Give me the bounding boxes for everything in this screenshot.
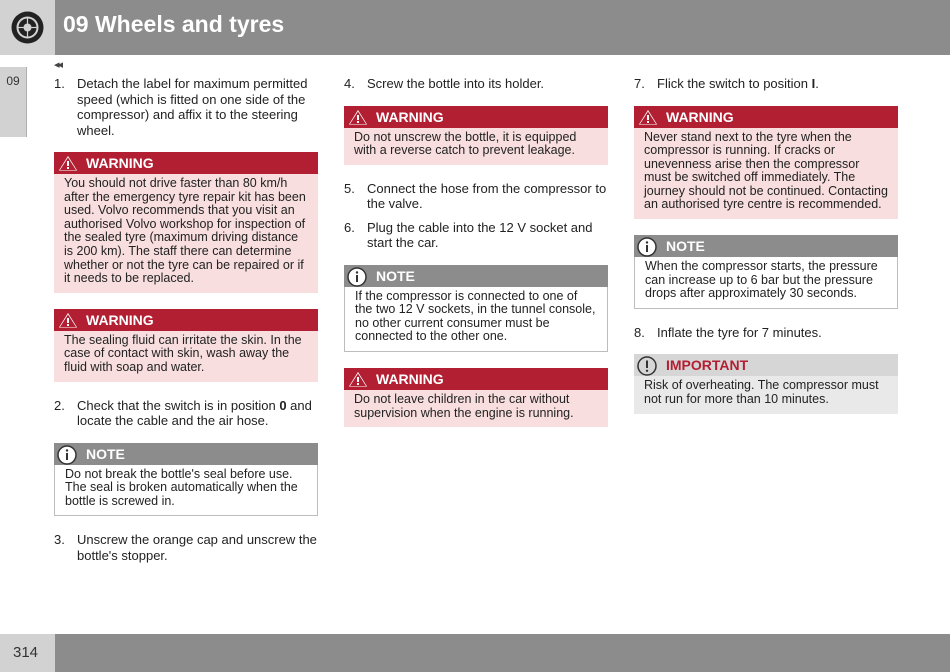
page-title: 09 Wheels and tyres: [63, 11, 285, 37]
page-number: 314: [0, 634, 55, 672]
column-2: [344, 76, 608, 443]
step-1: [54, 76, 318, 138]
warning-triangle-icon: [57, 311, 79, 329]
previous-page-marker[interactable]: ◂◂: [54, 59, 62, 71]
note-text: If the compressor is connected to one of the two 12 V sockets, in the tunnel console, no other current consumer must be connected to the other one.: [344, 287, 608, 352]
important-title: IMPORTANT: [666, 357, 749, 374]
column-3: [634, 76, 898, 430]
step-text-after: and locate the cable and the air hose.: [77, 397, 312, 429]
step-4: [344, 76, 608, 92]
note-title: NOTE: [86, 445, 125, 462]
warning-header: [54, 309, 318, 331]
note-header: [54, 443, 318, 465]
step-text: Unscrew the orange cap and unscrew the bottle's stopper.: [77, 532, 317, 563]
important-header: [634, 354, 898, 376]
step-number: 6.: [344, 219, 355, 235]
step-number: 2.: [54, 397, 65, 413]
step-number: 4.: [344, 76, 355, 91]
warning-header: [344, 106, 608, 128]
warning-title: WARNING: [376, 108, 444, 125]
warning-box-bottle: [344, 106, 608, 165]
warning-box-children: [344, 368, 608, 427]
warning-text: You should not drive faster than 80 km/h after the emergency tyre repair kit has been used. Volvo recommends that you visit an authorised Volvo workshop for inspection of the sealed tyre (maximum driving distance is 200 km). The staff there can determine whether or not the tyre can be repaired or if it needs to be replaced.: [54, 174, 318, 293]
note-title: NOTE: [666, 238, 705, 255]
page-footer: [0, 634, 950, 672]
switch-position: 0: [279, 397, 287, 413]
step-text-before: Check that the switch is in position: [77, 397, 280, 413]
header-icon-box: [0, 0, 55, 55]
step-text-after: .: [815, 76, 819, 91]
warning-text: The sealing fluid can irritate the skin. In the case of contact with skin, wash away the fluid with soap and water.: [54, 331, 318, 382]
warning-triangle-icon: [347, 108, 369, 126]
note-box-pressure: [634, 235, 898, 309]
warning-box-compressor: [634, 106, 898, 220]
tyre-icon: [10, 10, 45, 45]
warning-box-skin: [54, 309, 318, 382]
note-box-seal: [54, 443, 318, 517]
note-text: Do not break the bottle's seal before use. The seal is broken automatically when the bottle is screwed in.: [54, 465, 318, 517]
step-8: [634, 325, 898, 341]
warning-text: Do not leave children in the car without supervision when the engine is running.: [344, 390, 608, 427]
step-text: Plug the cable into the 12 V socket and start the car.: [367, 219, 593, 251]
warning-header: [54, 152, 318, 174]
column-1: [54, 76, 318, 571]
warning-title: WARNING: [86, 311, 154, 328]
step-text: Inflate the tyre for 7 minutes.: [657, 324, 822, 340]
step-text: [657, 76, 898, 92]
note-header: [634, 235, 898, 257]
step-number: 1.: [54, 76, 65, 91]
warning-triangle-icon: [637, 108, 659, 126]
warning-title: WARNING: [376, 371, 444, 388]
step-6: [344, 220, 608, 251]
step-5: [344, 181, 608, 212]
note-box-sockets: [344, 265, 608, 352]
step-text: Connect the hose from the compressor to the valve.: [367, 180, 607, 212]
switch-position: I: [811, 76, 816, 91]
step-number: 8.: [634, 324, 645, 340]
step-7: [634, 76, 898, 92]
info-icon: [637, 237, 657, 257]
chapter-tab[interactable]: 09: [0, 67, 27, 137]
step-3: [54, 532, 318, 563]
warning-header: [634, 106, 898, 128]
important-box-overheating: [634, 354, 898, 413]
important-text: Risk of overheating. The compressor must not run for more than 10 minutes.: [634, 376, 898, 413]
exclamation-icon: [637, 356, 657, 376]
step-number: 5.: [344, 180, 355, 196]
warning-header: [344, 368, 608, 390]
info-icon: [57, 445, 77, 465]
step-number: 7.: [634, 76, 645, 91]
step-text: Detach the label for maximum permitted speed (which is fitted on one side of the compressor) and affix it to the steering wheel.: [77, 76, 308, 138]
warning-triangle-icon: [57, 154, 79, 172]
info-icon: [347, 267, 367, 287]
warning-triangle-icon: [347, 370, 369, 388]
warning-text: Do not unscrew the bottle, it is equipped with a reverse catch to prevent leakage.: [344, 128, 608, 165]
note-header: [344, 265, 608, 287]
step-text: Screw the bottle into its holder.: [367, 76, 545, 91]
warning-title: WARNING: [86, 155, 154, 171]
warning-text: Never stand next to the tyre when the compressor is running. If cracks or unevenness arise then the compressor must be switched off immediately. The journey should not be continued. Contacting an authorised tyre centre is recommended.: [634, 128, 898, 220]
step-text-before: Flick the switch to position: [657, 76, 812, 91]
warning-title: WARNING: [666, 108, 734, 125]
step-text: [77, 398, 318, 429]
warning-box-speed: [54, 152, 318, 293]
note-text: When the compressor starts, the pressure can increase up to 6 bar but the pressure drops after approximately 30 seconds.: [634, 257, 898, 309]
note-title: NOTE: [376, 267, 415, 284]
chapter-header: [0, 0, 950, 55]
step-2: [54, 398, 318, 429]
step-number: 3.: [54, 532, 65, 548]
